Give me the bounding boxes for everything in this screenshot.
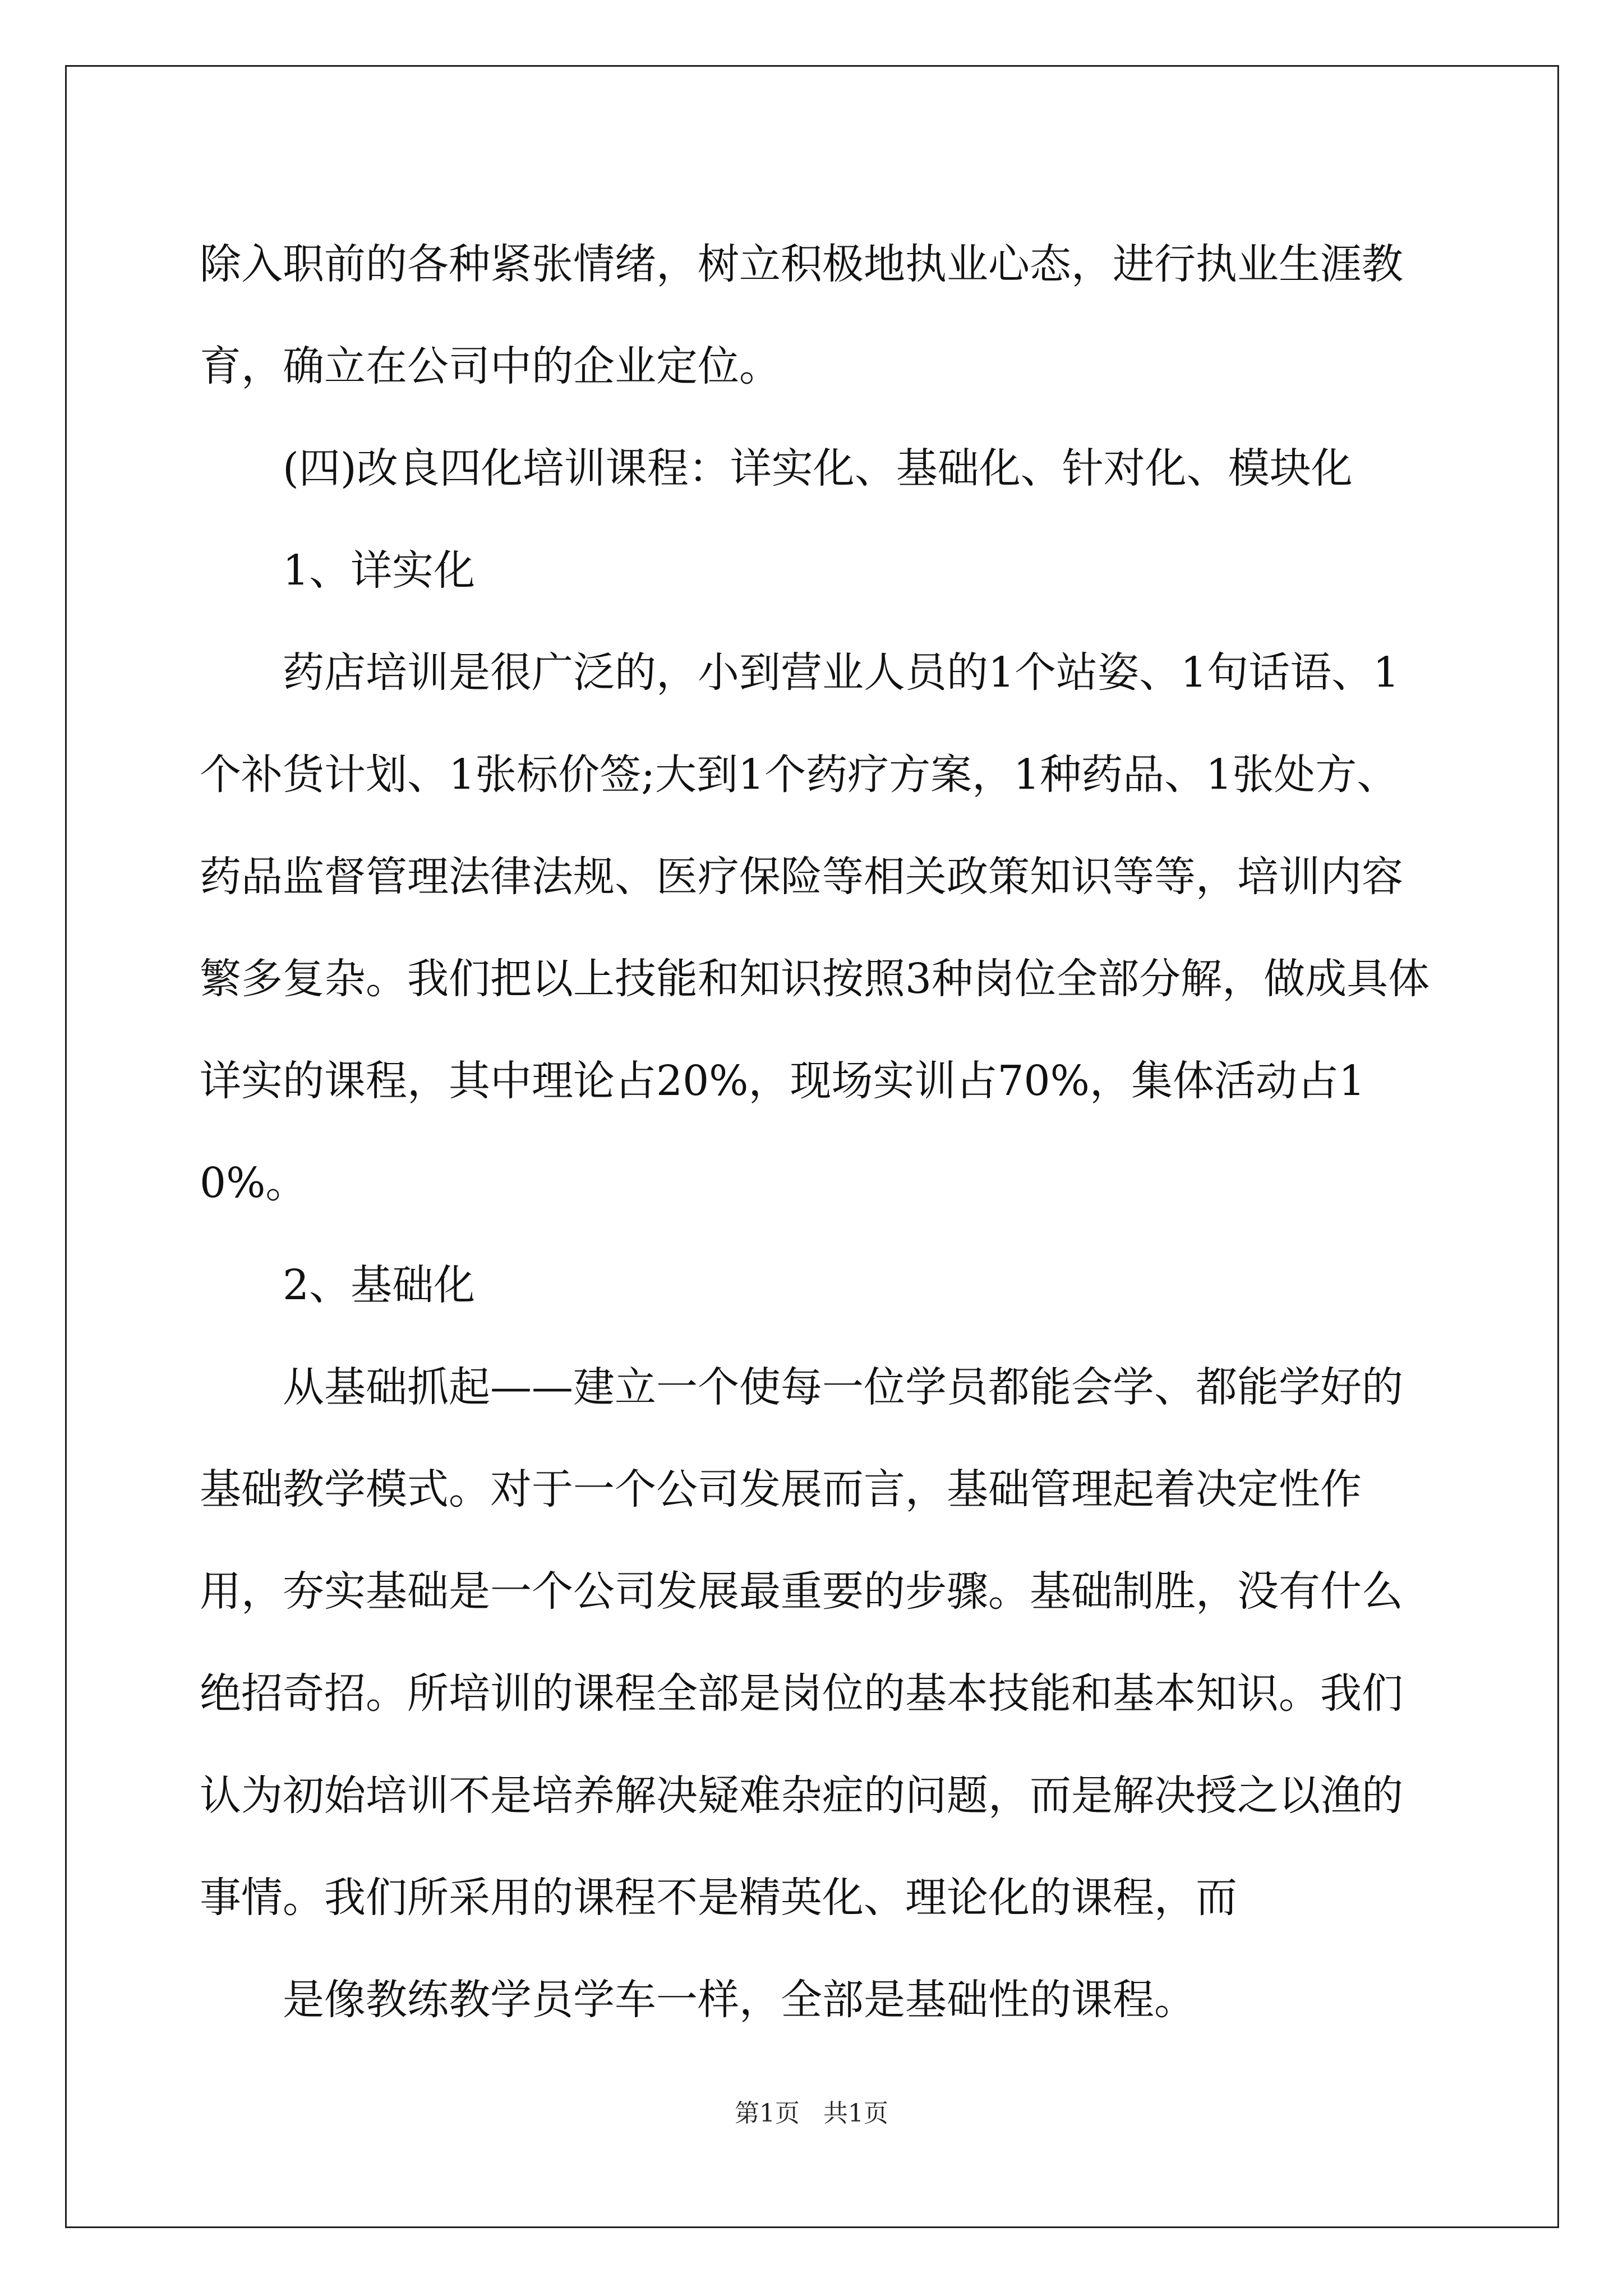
page-total: 共1页 <box>823 2099 888 2128</box>
paragraph-detailed: 药店培训是很广泛的，小到营业人员的1个站姿、1句话语、1个补货计划、1张标价签;大到1个药疗方案，1种药品、1张处方、药品监督管理法律法规、医疗保险等相关政策知识等等，培训内容繁多复杂。我们把以上技能和知识按照3种岗位全部分解，做成具体详实的课程，其中理论占20%，现场实训占70%，集体活动占10%。 <box>200 648 1430 1207</box>
document-body <box>200 213 1433 2051</box>
paragraph-1: 除入职前的各种紧张情绪，树立积极地执业心态，进行执业生涯教育，确立在公司中的企业定位。 <box>200 240 1403 390</box>
page-footer <box>0 2097 1623 2131</box>
subheading-detailed: 1、详实化 <box>283 546 476 595</box>
paragraph-basic: 从基础抓起——建立一个使每一位学员都能会学、都能学好的基础教学模式。对于一个公司发展而言，基础管理起着决定性作用，夯实基础是一个公司发展最重要的步骤。基础制胜，没有什么绝招奇招。所培训的课程全部是岗位的基本技能和基本知识。我们认为初始培训不是培养解决疑难杂症的问题，而是解决授之以渔的事情。我们所采用的课程不是精英化、理论化的课程，而 <box>200 1363 1403 1922</box>
section-heading-4: (四)改良四化培训课程：详实化、基础化、针对化、模块化 <box>283 444 1353 493</box>
paragraph-continuation: 是像教练教学员学车一样，全部是基础性的课程。 <box>283 1976 1196 2024</box>
subheading-basic: 2、基础化 <box>283 1261 476 1309</box>
page-number: 第1页 <box>735 2099 800 2128</box>
